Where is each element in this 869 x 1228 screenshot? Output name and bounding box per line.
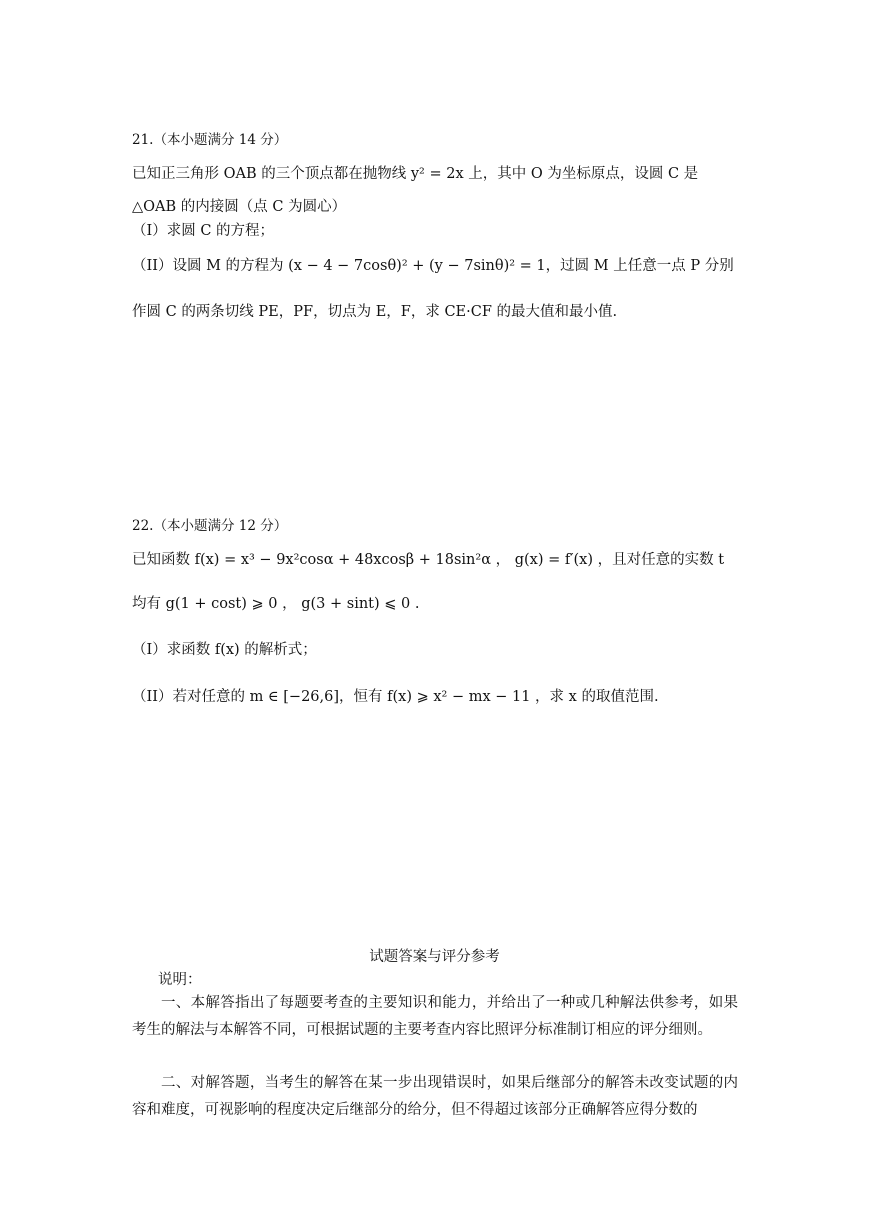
- q22-part-2: （II）若对任意的 m ∈ [−26,6]，恒有 f(x) ⩾ x² − mx − 11 ，求 x 的取值范围.: [132, 689, 659, 705]
- q22-part-1: （I）求函数 f(x) 的解析式；: [132, 642, 317, 658]
- q21-heading: 21.（本小题满分 14 分）: [132, 132, 288, 148]
- answers-point-2: 二、对解答题，当考生的解答在某一步出现错误时，如果后继部分的解答未改变试题的内容和难度，可视影响的程度决定后继部分的给分，但不得超过该部分正确解答应得分数的: [132, 1075, 738, 1118]
- q21-part-2-line-1: （II）设圆 M 的方程为 (x − 4 − 7cosθ)² + (y − 7sinθ)² = 1，过圆 M 上任意一点 P 分别: [132, 258, 734, 274]
- q21-statement-line-1: 已知正三角形 OAB 的三个顶点都在抛物线 y² = 2x 上，其中 O 为坐标原点，设圆 C 是: [132, 166, 699, 182]
- answers-note-label: 说明：: [158, 972, 202, 988]
- answers-title: 试题答案与评分参考: [369, 949, 500, 965]
- q21-part-2-line-2: 作圆 C 的两条切线 PE，PF，切点为 E，F，求 CE·CF 的最大值和最小值.: [132, 304, 618, 320]
- q22-heading: 22.（本小题满分 12 分）: [132, 518, 288, 534]
- answers-point-1: 一、本解答指出了每题要考查的主要知识和能力，并给出了一种或几种解法供参考，如果考生的解法与本解答不同，可根据试题的主要考查内容比照评分标准制订相应的评分细则。: [132, 995, 738, 1038]
- q21-statement-line-2: △OAB 的内接圆（点 C 为圆心）: [132, 199, 347, 215]
- q22-statement-line-2: 均有 g(1 + cost) ⩾ 0 ， g(3 + sint) ⩽ 0 .: [132, 596, 420, 612]
- q22-statement-line-1: 已知函数 f(x) = x³ − 9x²cosα + 48xcosβ + 18sin²α ， g(x) = f′(x) ，且对任意的实数 t: [132, 552, 725, 568]
- q21-part-1: （I）求圆 C 的方程；: [132, 223, 275, 239]
